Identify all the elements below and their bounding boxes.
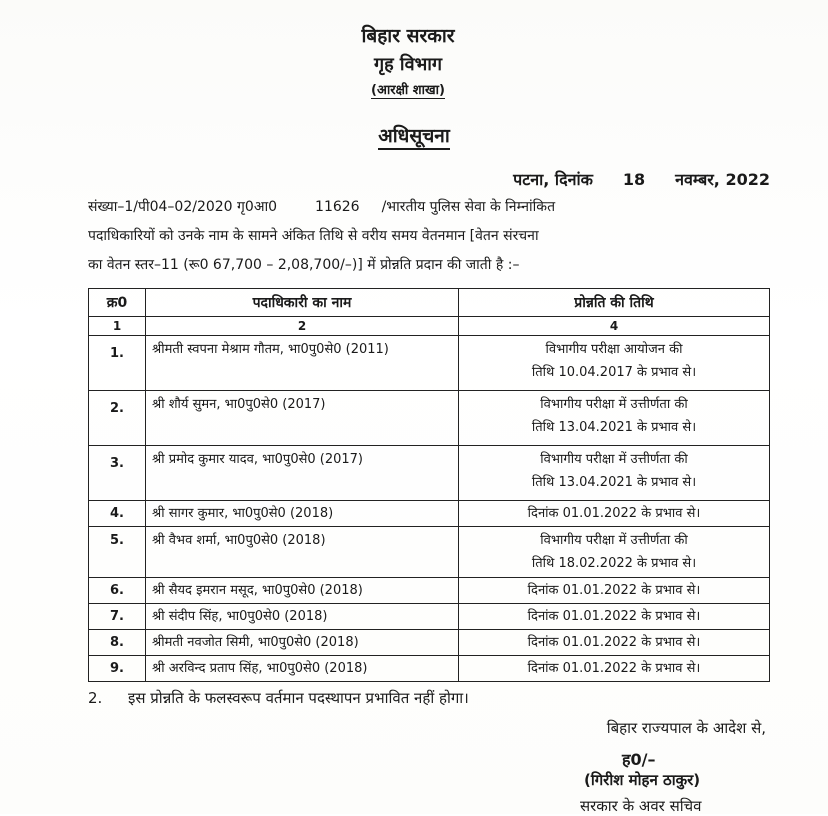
notice-title: अधिसूचना [0, 122, 828, 148]
column-number-row: 1 2 4 [89, 317, 770, 336]
paragraph-number: 2. [88, 689, 103, 707]
government-name: बिहार सरकार [361, 25, 455, 47]
table-header-row [89, 289, 770, 317]
table-row: 3. श्री प्रमोद कुमार यादव, भा0पु0से0 (2017) विभागीय परीक्षा में उत्तीर्णता की तिथि 13.04.2021 के प्रभाव से। [89, 446, 770, 501]
promotion-date: विभागीय परीक्षा में उत्तीर्णता की तिथि 18.02.2022 के प्रभाव से। [459, 527, 770, 578]
officer-name: श्रीमती स्वपना मेश्राम गौतम, भा0पु0से0 (2011) [146, 336, 459, 391]
header-promotion-date: प्रोन्नति की तिथि [459, 289, 770, 317]
governor-order: बिहार राज्यपाल के आदेश से, [606, 719, 766, 737]
table-row: 1. श्रीमती स्वपना मेश्राम गौतम, भा0पु0से0 (2011) विभागीय परीक्षा आयोजन की तिथि 10.04.2017 के प्रभाव से। [89, 336, 770, 391]
table-row: 9. श्री अरविन्द प्रताप सिंह, भा0पु0से0 (2018) दिनांक 01.01.2022 के प्रभाव से। [89, 656, 770, 682]
reference-number: संख्या–1/पी04–02/2020 गृ0आ0 [88, 199, 278, 215]
body-line-3: का वेतन स्तर–11 (रू0 67,700 – 2,08,700/–)] में प्रोन्नति प्रदान की जाती है :– [88, 257, 520, 273]
header-officer-name: पदाधिकारी का नाम [146, 289, 459, 317]
table-row: 2. श्री शौर्य सुमन, भा0पु0से0 (2017) विभागीय परीक्षा में उत्तीर्णता की तिथि 13.04.2021 के प्रभाव से। [89, 391, 770, 446]
date-place: पटना, दिनांक [513, 170, 593, 189]
promotion-date: विभागीय परीक्षा में उत्तीर्णता की तिथि 13.04.2021 के प्रभाव से। [459, 446, 770, 501]
table-row: 8. श्रीमती नवजोत सिमी, भा0पु0से0 (2018) दिनांक 01.01.2022 के प्रभाव से। [89, 630, 770, 656]
header-serial: क्र0 [89, 289, 146, 317]
body-line-1: संख्या–1/पी04–02/2020 गृ0आ0 11626 /भारतीय पुलिस सेवा के निम्नांकित [88, 199, 556, 215]
signatory-name: (गिरीश मोहन ठाकुर) [584, 771, 701, 789]
officer-name: श्री सैयद इमरान मसूद, भा0पु0से0 (2018) [146, 578, 459, 604]
paragraph-text: इस प्रोन्नति के फलस्वरूप वर्तमान पदस्थापन प्रभावित नहीं होगा। [128, 689, 469, 707]
promotion-date: विभागीय परीक्षा आयोजन की तिथि 10.04.2017 के प्रभाव से। [459, 336, 770, 391]
table-row: 7. श्री संदीप सिंह, भा0पु0से0 (2018) दिनांक 01.01.2022 के प्रभाव से। [89, 604, 770, 630]
table-row: 5. श्री वैभव शर्मा, भा0पु0से0 (2018) विभागीय परीक्षा में उत्तीर्णता की तिथि 18.02.2022 के प्रभाव से। [89, 527, 770, 578]
table-row: 6. श्री सैयद इमरान मसूद, भा0पु0से0 (2018) दिनांक 01.01.2022 के प्रभाव से। [89, 578, 770, 604]
officer-name: श्री वैभव शर्मा, भा0पु0से0 (2018) [146, 527, 459, 578]
officer-name: श्री शौर्य सुमन, भा0पु0से0 (2017) [146, 391, 459, 446]
signature: ह0/– [622, 750, 656, 769]
promotion-date: दिनांक 01.01.2022 के प्रभाव से। [459, 604, 770, 630]
officer-name: श्री सागर कुमार, भा0पु0से0 (2018) [146, 501, 459, 527]
promotion-date: दिनांक 01.01.2022 के प्रभाव से। [459, 578, 770, 604]
officer-name: श्री प्रमोद कुमार यादव, भा0पु0से0 (2017) [146, 446, 459, 501]
promotion-date: विभागीय परीक्षा में उत्तीर्णता की तिथि 13.04.2021 के प्रभाव से। [459, 391, 770, 446]
branch-name: (आरक्षी शाखा) [371, 83, 445, 98]
paragraph-2 [88, 688, 469, 708]
department-name: गृह विभाग [373, 54, 443, 75]
date-day: 18 [622, 170, 646, 189]
promotion-date: दिनांक 01.01.2022 के प्रभाव से। [459, 630, 770, 656]
officer-name: श्री अरविन्द प्रताप सिंह, भा0पु0से0 (2018) [146, 656, 459, 682]
dispatch-number: 11626 [315, 199, 360, 215]
body-line-2: पदाधिकारियों को उनके नाम के सामने अंकित तिथि से वरीय समय वेतनमान [वेतन संरचना [88, 228, 539, 244]
date-month-year: नवम्बर, 2022 [675, 170, 770, 189]
promotion-date: दिनांक 01.01.2022 के प्रभाव से। [459, 501, 770, 527]
date-line [513, 168, 770, 190]
promotion-table [88, 288, 770, 682]
officer-name: श्रीमती नवजोत सिमी, भा0पु0से0 (2018) [146, 630, 459, 656]
signatory-designation: सरकार के अवर सचिव [580, 797, 702, 815]
officer-name: श्री संदीप सिंह, भा0पु0से0 (2018) [146, 604, 459, 630]
promotion-date: दिनांक 01.01.2022 के प्रभाव से। [459, 656, 770, 682]
table-row: 4. श्री सागर कुमार, भा0पु0से0 (2018) दिनांक 01.01.2022 के प्रभाव से। [89, 501, 770, 527]
